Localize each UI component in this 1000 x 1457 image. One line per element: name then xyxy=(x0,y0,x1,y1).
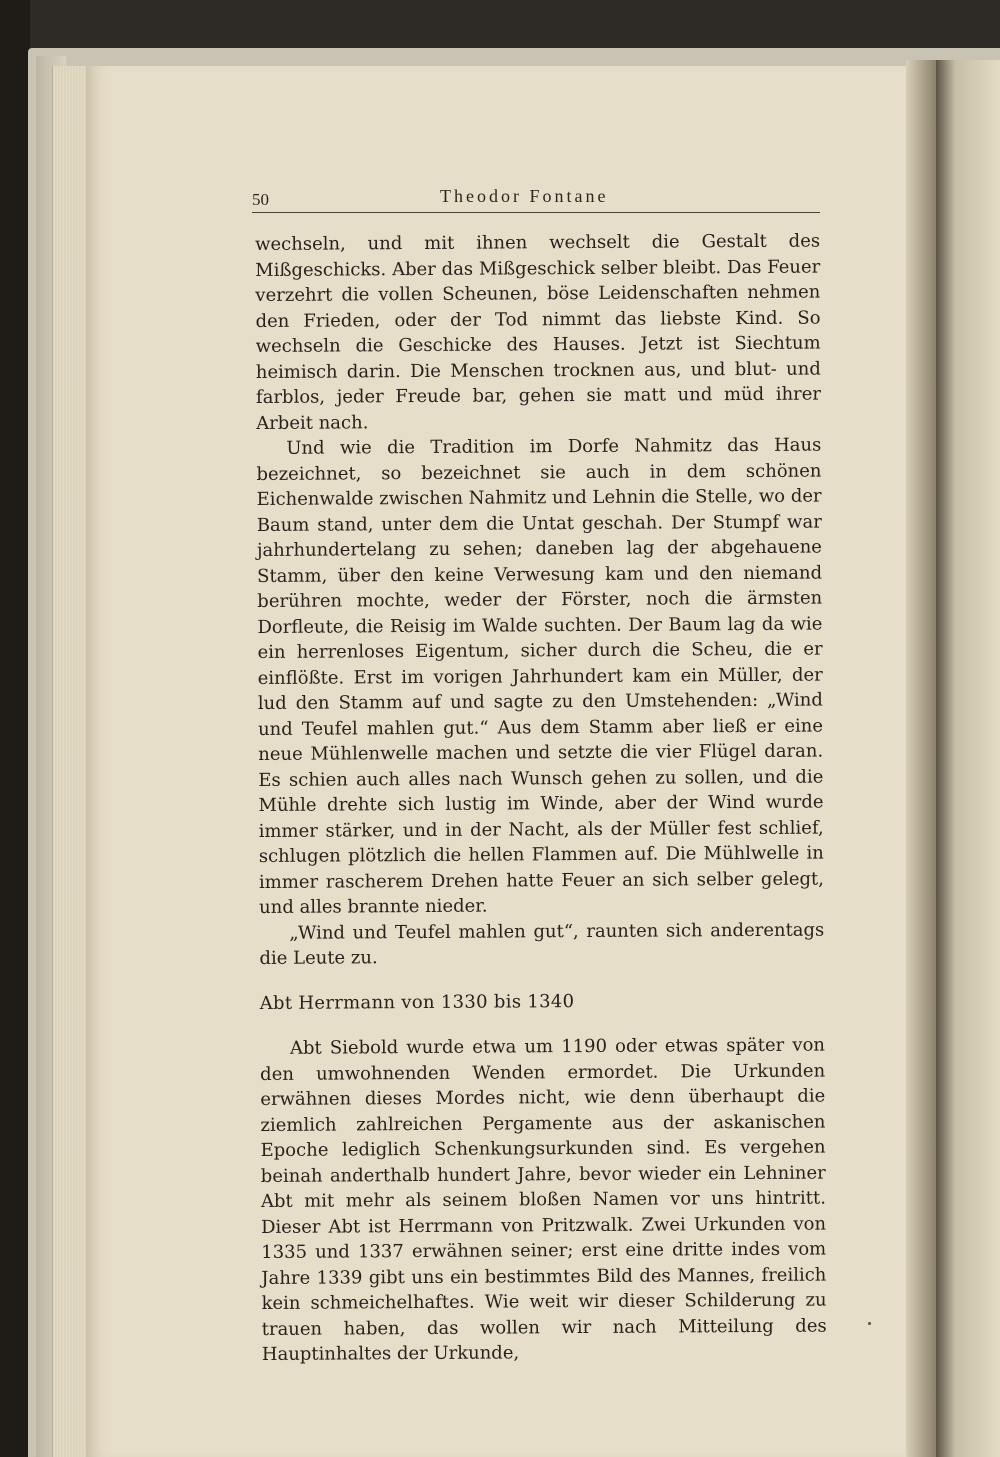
paragraph: Abt Siebold wurde etwa um 1190 oder etwas später von den umwohnenden Wenden ermordet. Die Urkunden erwähnen dieses Mordes nicht, wie denn überhaupt die ziemlich zahlreichen Pergamente aus der askanischen Epoche lediglich Schenkungsurkunden sind. Es vergehen beinah anderthalb hundert Jahre, bevor wieder ein Lehniner Abt mit mehr als seinem bloßen Namen vor uns hintritt. Dieser Abt ist Herrmann von Pritzwalk. Zwei Urkunden von 1335 und 1337 erwähnen seiner; erst eine dritte indes vom Jahre 1339 gibt uns ein bestimmtes Bild des Mannes, freilich kein schmeichelhaftes. Wie weit wir dieser Schilderung zu trauen haben, das wollen wir nach Mitteilung des Hauptinhaltes der Urkunde, xyxy=(260,1034,827,1365)
section-heading: Abt Herrmann von 1330 bis 1340 xyxy=(259,990,575,1014)
body-text xyxy=(255,229,827,1368)
paragraph: wechseln, und mit ihnen wechselt die Gestalt des Mißgeschicks. Aber das Mißgeschick selber bleibt. Das Feuer verzehrt die vollen Scheunen, böse Leidenschaften nehmen den Frieden, oder der Tod nimmt das liebste Kind. So wechseln die Geschicke des Hauses. Jetzt ist Siechtum heimisch darin. Die Menschen trocknen aus, und blut- und farblos, jeder Freude bar, gehen sie matt und müd ihrer Arbeit nach. xyxy=(255,230,822,434)
header-rule xyxy=(252,212,820,213)
running-head: Theodor Fontane xyxy=(440,186,609,206)
book-gutter xyxy=(906,60,936,1457)
background-desk xyxy=(0,0,30,1457)
paper-speck xyxy=(868,1322,871,1325)
facing-page-edge xyxy=(936,60,1000,1457)
paragraph: Und wie die Tradition im Dorfe Nahmitz das Haus bezeichnet, so bezeichnet sie auch in dem schönen Eichenwalde zwischen Nahmitz und Lehnin die Stelle, wo der Baum stand, unter dem die Untat geschah. Der Stumpf war jahrhundertelang zu sehen; daneben lag der abgehauene Stamm, über den keine Verwesung kam und den niemand berühren mochte, weder der Förster, noch die ärmsten Dorfleute, die Reisig im Walde suchten. Der Baum lag da wie ein herrenloses Eigentum, sicher durch die Scheu, die er einflößte. Erst im vorigen Jahrhundert kam ein Müller, der lud den Stamm auf und sagte zu den Umstehenden: „Wind und Teufel mahlen gut.“ Aus dem Stamm aber ließ er eine neue Mühlenwelle machen und setzte die vier Flügel daran. Es schien auch alles nach Wunsch gehen zu sollen, und die Mühle drehte sich lustig im Winde, aber der Wind wurde immer stärker, und in der Nacht, als der Müller fest schlief, schlugen plötzlich die hellen Flammen auf. Die Mühlwelle in immer rascherem Drehen hatte Feuer an sich selber gelegt, und alles brannte nieder. xyxy=(256,434,825,918)
page-header xyxy=(252,186,822,210)
page-number: 50 xyxy=(252,190,269,209)
paragraph: „Wind und Teufel mahlen gut“, raunten sich anderentags die Leute zu. xyxy=(259,919,825,969)
